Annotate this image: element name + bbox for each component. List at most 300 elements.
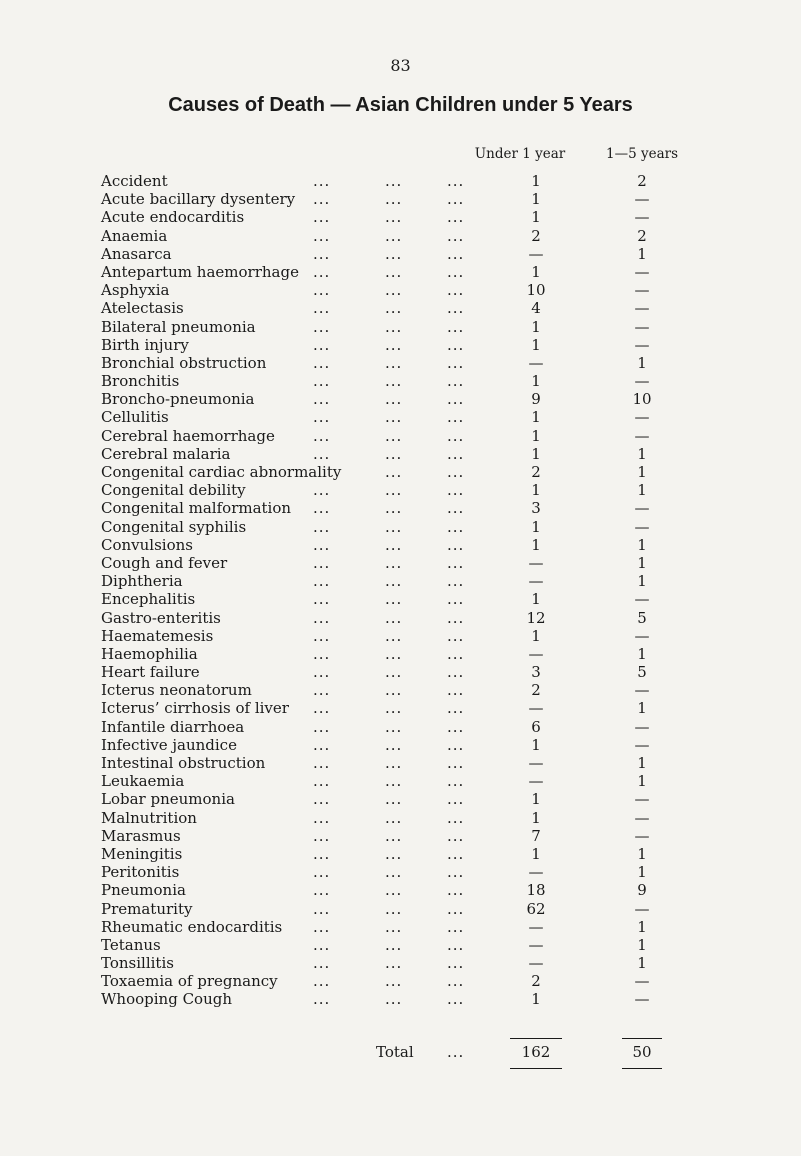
leader-dots: ...	[385, 517, 403, 536]
value-under-1-year: 1	[531, 808, 541, 827]
leader-dots: ...	[313, 899, 331, 918]
leader-dots: ...	[385, 844, 403, 863]
value-under-1-year: 12	[526, 608, 546, 627]
value-under-1-year: 18	[526, 881, 546, 900]
leader-dots: ...	[447, 481, 465, 500]
leader-dots: ...	[385, 244, 403, 263]
leader-dots: ...	[447, 517, 465, 536]
leader-dots: ...	[313, 644, 331, 663]
value-1-to-5-years: 5	[637, 663, 647, 682]
table-row	[0, 572, 801, 590]
leader-dots: ...	[313, 772, 331, 791]
cause-label: Convulsions	[101, 535, 193, 554]
leader-dots: ...	[385, 426, 403, 445]
value-1-to-5-years: —	[634, 335, 650, 354]
value-1-to-5-years: —	[634, 899, 650, 918]
leader-dots: ...	[313, 426, 331, 445]
leader-dots: ...	[313, 517, 331, 536]
value-1-to-5-years: 1	[637, 954, 647, 973]
table-row	[0, 554, 801, 572]
cause-label: Cellulitis	[101, 408, 169, 427]
value-1-to-5-years: —	[634, 790, 650, 809]
leader-dots: ...	[313, 499, 331, 518]
cause-label: Cough and fever	[101, 553, 228, 572]
value-1-to-5-years: 1	[637, 844, 647, 863]
value-1-to-5-years: —	[634, 626, 650, 645]
leader-dots: ...	[385, 754, 403, 772]
leader-dots: ...	[313, 262, 331, 281]
leader-dots: ...	[447, 808, 465, 827]
table-row	[0, 809, 801, 827]
value-1-to-5-years: —	[634, 517, 650, 536]
table-row	[0, 681, 801, 699]
leader-dots: ...	[385, 626, 403, 645]
value-under-1-year: 3	[531, 663, 541, 682]
value-1-to-5-years: 1	[637, 863, 647, 882]
leader-dots: ...	[313, 553, 331, 572]
cause-label: Icterus neonatorum	[101, 681, 252, 700]
cause-label: Malnutrition	[101, 808, 197, 827]
value-1-to-5-years: 1	[637, 572, 647, 591]
value-under-1-year: —	[528, 244, 544, 263]
value-1-to-5-years: 1	[637, 353, 647, 372]
cause-label: Meningitis	[101, 844, 183, 863]
cause-label: Infective jaundice	[101, 735, 237, 754]
leader-dots: ...	[447, 899, 465, 918]
leader-dots: ...	[313, 590, 331, 609]
leader-dots: ...	[447, 553, 465, 572]
total-1-to-5: 50	[632, 1043, 652, 1061]
value-1-to-5-years: —	[634, 590, 650, 609]
value-1-to-5-years: 2	[637, 226, 647, 245]
leader-dots: ...	[385, 663, 403, 682]
cause-label: Infantile diarrhoea	[101, 717, 245, 736]
cause-label: Anasarca	[101, 244, 172, 263]
cause-label: Asphyxia	[101, 281, 170, 300]
table-row	[0, 699, 801, 717]
leader-dots: ...	[313, 390, 331, 409]
page-number: 83	[390, 56, 411, 75]
cause-label: Bilateral pneumonia	[101, 317, 256, 336]
leader-dots: ...	[313, 317, 331, 336]
leader-dots: ...	[385, 572, 403, 591]
leader-dots: ...	[313, 299, 331, 318]
value-1-to-5-years: 1	[637, 481, 647, 500]
table-row	[0, 299, 801, 317]
value-1-to-5-years: —	[634, 681, 650, 700]
leader-dots: ...	[447, 644, 465, 663]
value-under-1-year: —	[528, 644, 544, 663]
leader-dots: ...	[313, 281, 331, 300]
value-under-1-year: 1	[531, 990, 541, 1009]
value-under-1-year: 1	[531, 790, 541, 809]
leader-dots: ...	[447, 317, 465, 336]
leader-dots: ...	[313, 917, 331, 936]
total-bottom-rule-1-to-5	[622, 1068, 662, 1069]
leader-dots: ...	[447, 535, 465, 554]
leader-dots: ...	[447, 972, 465, 991]
leader-dots: ...	[385, 226, 403, 245]
leader-dots: ...	[313, 335, 331, 354]
leader-dots: ...	[385, 535, 403, 554]
leader-dots: ...	[385, 972, 403, 991]
value-under-1-year: 2	[531, 226, 541, 245]
table-row	[0, 645, 801, 663]
value-1-to-5-years: 1	[637, 754, 647, 772]
value-1-to-5-years: —	[634, 972, 650, 991]
table-row	[0, 627, 801, 645]
table-row	[0, 390, 801, 408]
table-row	[0, 481, 801, 499]
table-row	[0, 972, 801, 990]
cause-label: Accident	[101, 172, 168, 190]
leader-dots: ...	[385, 899, 403, 918]
table-row	[0, 827, 801, 845]
leader-dots: ...	[447, 172, 465, 190]
cause-label: Bronchitis	[101, 372, 180, 391]
leader-dots: ...	[447, 335, 465, 354]
value-under-1-year: —	[528, 954, 544, 973]
value-1-to-5-years: —	[634, 717, 650, 736]
value-under-1-year: 1	[531, 317, 541, 336]
leader-dots: ...	[313, 681, 331, 700]
value-1-to-5-years: 1	[637, 917, 647, 936]
leader-dots: ...	[313, 754, 331, 772]
leader-dots: ...	[385, 408, 403, 427]
leader-dots: ...	[447, 499, 465, 518]
leader-dots: ...	[447, 281, 465, 300]
table-row	[0, 518, 801, 536]
table-row	[0, 336, 801, 354]
leader-dots: ...	[313, 735, 331, 754]
leader-dots: ...	[385, 281, 403, 300]
table-row	[0, 372, 801, 390]
leader-dots: ...	[385, 990, 403, 1009]
leader-dots: ...	[447, 208, 465, 227]
total-top-rule-1-to-5	[622, 1038, 662, 1039]
cause-label: Cerebral haemorrhage	[101, 426, 275, 445]
value-under-1-year: 3	[531, 499, 541, 518]
table-row	[0, 536, 801, 554]
total-row	[0, 1042, 801, 1062]
value-1-to-5-years: —	[634, 262, 650, 281]
leader-dots: ...	[385, 353, 403, 372]
leader-dots: ...	[447, 426, 465, 445]
cause-label: Diphtheria	[101, 572, 183, 591]
value-under-1-year: 1	[531, 844, 541, 863]
value-1-to-5-years: —	[634, 372, 650, 391]
leader-dots: ...	[313, 844, 331, 863]
column-header-1-to-5-years: 1—5 years	[605, 146, 678, 162]
causes-table	[0, 172, 801, 1009]
leader-dots: ...	[385, 481, 403, 500]
value-under-1-year: —	[528, 572, 544, 591]
leader-dots: ...	[385, 499, 403, 518]
table-row	[0, 427, 801, 445]
leader-dots: ...	[313, 826, 331, 845]
column-header-under-1-year: Under 1 year	[474, 146, 566, 162]
leader-dots: ...	[447, 863, 465, 882]
leader-dots: ...	[385, 735, 403, 754]
leader-dots: ...	[447, 844, 465, 863]
cause-label: Antepartum haemorrhage	[101, 262, 299, 281]
leader-dots: ...	[385, 699, 403, 718]
cause-label: Acute bacillary dysentery	[101, 190, 296, 209]
table-row	[0, 772, 801, 790]
leader-dots: ...	[385, 208, 403, 227]
cause-label: Icterus’ cirrhosis of liver	[101, 699, 289, 718]
leader-dots: ...	[447, 735, 465, 754]
leader-dots: ...	[447, 663, 465, 682]
table-row	[0, 936, 801, 954]
table-row	[0, 590, 801, 608]
cause-label: Haemophilia	[101, 644, 198, 663]
leader-dots: ...	[385, 444, 403, 463]
value-under-1-year: 1	[531, 426, 541, 445]
leader-dots: ...	[313, 190, 331, 209]
table-row	[0, 208, 801, 226]
cause-label: Marasmus	[101, 826, 181, 845]
leader-dots: ...	[447, 608, 465, 627]
table-row	[0, 845, 801, 863]
cause-label: Congenital debility	[101, 481, 246, 500]
cause-label: Broncho-pneumonia	[101, 390, 255, 409]
leader-dots: ...	[385, 335, 403, 354]
cause-label: Encephalitis	[101, 590, 196, 609]
leader-dots: ...	[385, 172, 403, 190]
leader-dots: ...	[447, 572, 465, 591]
cause-label: Pneumonia	[101, 881, 186, 900]
leader-dots: ...	[447, 699, 465, 718]
leader-dots: ...	[385, 372, 403, 391]
leader-dots: ...	[313, 663, 331, 682]
leader-dots: ...	[385, 717, 403, 736]
value-1-to-5-years: —	[634, 808, 650, 827]
value-under-1-year: 4	[531, 299, 541, 318]
value-under-1-year: 1	[531, 444, 541, 463]
cause-label: Gastro-enteritis	[101, 608, 221, 627]
value-1-to-5-years: 1	[637, 772, 647, 791]
value-under-1-year: —	[528, 699, 544, 718]
value-under-1-year: 10	[526, 281, 546, 300]
leader-dots: ...	[385, 826, 403, 845]
value-under-1-year: 1	[531, 590, 541, 609]
cause-label: Congenital malformation	[101, 499, 292, 518]
leader-dots: ...	[385, 299, 403, 318]
value-1-to-5-years: 9	[637, 881, 647, 900]
cause-label: Acute endocarditis	[101, 208, 245, 227]
cause-label: Heart failure	[101, 663, 200, 682]
leader-dots: ...	[313, 935, 331, 954]
table-row	[0, 754, 801, 772]
leader-dots: ...	[313, 572, 331, 591]
leader-dots: ...	[447, 262, 465, 281]
cause-label: Prematurity	[101, 899, 193, 918]
leader-dots: ...	[447, 372, 465, 391]
value-1-to-5-years: 1	[637, 553, 647, 572]
cause-label: Leukaemia	[101, 772, 185, 791]
value-under-1-year: —	[528, 772, 544, 791]
cause-label: Whooping Cough	[101, 990, 233, 1009]
value-1-to-5-years: 1	[637, 699, 647, 718]
table-row	[0, 190, 801, 208]
leader-dots: ...	[313, 481, 331, 500]
leader-dots: ...	[313, 717, 331, 736]
leader-dots: ...	[385, 608, 403, 627]
value-1-to-5-years: —	[634, 499, 650, 518]
leader-dots: ...	[313, 444, 331, 463]
leader-dots: ...	[447, 244, 465, 263]
cause-label: Congenital cardiac abnormality	[101, 463, 342, 481]
value-1-to-5-years: —	[634, 826, 650, 845]
cause-label: Lobar pneumonia	[101, 790, 235, 809]
leader-dots: ...	[447, 390, 465, 409]
cause-label: Intestinal obstruction	[101, 754, 266, 772]
value-1-to-5-years: 1	[637, 463, 647, 481]
leader-dots: ...	[313, 699, 331, 718]
table-row	[0, 463, 801, 481]
leader-dots: ...	[385, 681, 403, 700]
table-row	[0, 281, 801, 299]
table-row	[0, 227, 801, 245]
leader-dots: ...	[385, 954, 403, 973]
leader-dots: ...	[447, 444, 465, 463]
table-row	[0, 354, 801, 372]
leader-dots: ...	[447, 408, 465, 427]
value-1-to-5-years: 1	[637, 244, 647, 263]
value-under-1-year: 1	[531, 335, 541, 354]
value-1-to-5-years: —	[634, 408, 650, 427]
value-1-to-5-years: —	[634, 208, 650, 227]
value-1-to-5-years: —	[634, 990, 650, 1009]
value-under-1-year: 7	[531, 826, 541, 845]
leader-dots: ...	[385, 881, 403, 900]
cause-label: Tetanus	[101, 935, 161, 954]
leader-dots: ...	[313, 863, 331, 882]
leader-dots: ...	[313, 626, 331, 645]
value-under-1-year: 1	[531, 517, 541, 536]
leader-dots: ...	[385, 390, 403, 409]
cause-label: Haematemesis	[101, 626, 214, 645]
table-row	[0, 663, 801, 681]
value-1-to-5-years: 1	[637, 644, 647, 663]
table-row	[0, 736, 801, 754]
cause-label: Bronchial obstruction	[101, 353, 267, 372]
value-under-1-year: 1	[531, 408, 541, 427]
value-under-1-year: —	[528, 754, 544, 772]
leader-dots: ...	[313, 172, 331, 190]
leader-dots: ...	[447, 626, 465, 645]
total-under-1: 162	[521, 1043, 551, 1061]
value-under-1-year: —	[528, 935, 544, 954]
leader-dots: ...	[313, 790, 331, 809]
leader-dots: ...	[447, 754, 465, 772]
table-row	[0, 990, 801, 1008]
value-1-to-5-years: 2	[637, 172, 647, 190]
leader-dots: ...	[385, 790, 403, 809]
value-1-to-5-years: —	[634, 299, 650, 318]
total-label: Total	[376, 1043, 414, 1061]
leader-dots: ...	[447, 990, 465, 1009]
leader-dots: ...	[447, 881, 465, 900]
leader-dots: ...	[313, 881, 331, 900]
leader-dots: ...	[447, 463, 465, 481]
table-row	[0, 718, 801, 736]
leader-dots: ...	[313, 990, 331, 1009]
table-row	[0, 881, 801, 899]
leader-dots: ...	[313, 353, 331, 372]
value-1-to-5-years: —	[634, 190, 650, 209]
table-row	[0, 445, 801, 463]
value-under-1-year: —	[528, 863, 544, 882]
leader-dots: ...	[447, 681, 465, 700]
value-under-1-year: 1	[531, 535, 541, 554]
leader-dots: ...	[385, 190, 403, 209]
leader-dots: ...	[385, 463, 403, 481]
table-row	[0, 318, 801, 336]
leader-dots: ...	[447, 590, 465, 609]
value-under-1-year: 9	[531, 390, 541, 409]
total-top-rule-under-1	[510, 1038, 562, 1039]
value-under-1-year: —	[528, 553, 544, 572]
leader-dots: ...	[447, 299, 465, 318]
value-under-1-year: 2	[531, 463, 541, 481]
leader-dots: ...	[385, 644, 403, 663]
value-under-1-year: 1	[531, 481, 541, 500]
leader-dots: ...	[313, 808, 331, 827]
value-under-1-year: 6	[531, 717, 541, 736]
value-1-to-5-years: 1	[637, 535, 647, 554]
leader-dots: ...	[385, 935, 403, 954]
leader-dots: ...	[313, 608, 331, 627]
cause-label: Anaemia	[101, 226, 168, 245]
value-under-1-year: —	[528, 917, 544, 936]
leader-dots: ...	[313, 535, 331, 554]
leader-dots: ...	[313, 372, 331, 391]
table-row	[0, 408, 801, 426]
table-row	[0, 245, 801, 263]
leader-dots: ...	[447, 717, 465, 736]
leader-dots: ...	[313, 244, 331, 263]
total-bottom-rule-under-1	[510, 1068, 562, 1069]
leader-dots: ...	[385, 553, 403, 572]
value-under-1-year: 1	[531, 172, 541, 190]
leader-dots: ...	[447, 353, 465, 372]
cause-label: Peritonitis	[101, 863, 180, 882]
table-row	[0, 918, 801, 936]
cause-label: Rheumatic endocarditis	[101, 917, 283, 936]
leader-dots: ...	[447, 190, 465, 209]
leader-dots: ...	[313, 208, 331, 227]
leader-dots: ...	[313, 972, 331, 991]
table-row	[0, 172, 801, 190]
leader-dots: ...	[447, 772, 465, 791]
table-row	[0, 790, 801, 808]
table-row	[0, 954, 801, 972]
value-1-to-5-years: —	[634, 735, 650, 754]
leader-dots: ...	[313, 954, 331, 973]
cause-label: Tonsillitis	[101, 954, 174, 973]
leader-dots: ...	[385, 808, 403, 827]
value-under-1-year: 2	[531, 972, 541, 991]
value-under-1-year: 2	[531, 681, 541, 700]
leader-dots: ...	[447, 826, 465, 845]
leader-dots: ...	[385, 863, 403, 882]
leader-dots: ...	[385, 590, 403, 609]
cause-label: Toxaemia of pregnancy	[101, 972, 278, 991]
value-under-1-year: 1	[531, 626, 541, 645]
table-row	[0, 863, 801, 881]
